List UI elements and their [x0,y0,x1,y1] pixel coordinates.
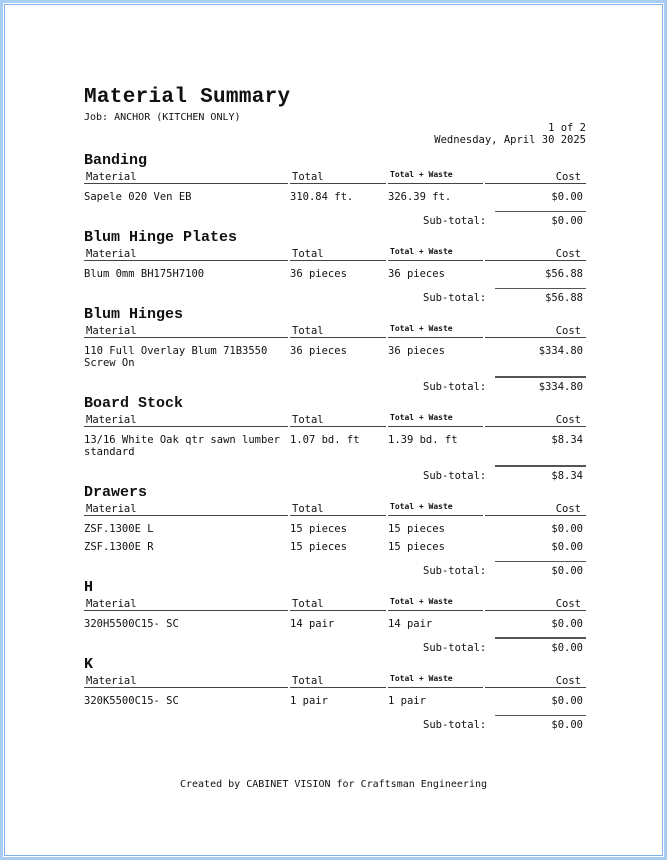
report-footer: Created by CABINET VISION for Craftsman Engineering [179,779,488,790]
col-total-waste: Total + Waste [390,502,453,511]
material-row [84,523,586,535]
material-total-waste: 1 pair [388,695,426,707]
section-title: Board Stock [84,395,184,412]
material-row [84,541,586,553]
subtotal-label: Sub-total: [423,719,487,731]
material-total-waste: 36 pieces [388,345,445,357]
report-date: Wednesday, April 30 2025 [434,134,586,146]
material-cost: $0.00 [551,523,583,535]
column-header [84,597,586,611]
column-header [84,413,586,427]
subtotal-label: Sub-total: [423,215,487,227]
section [84,579,586,654]
page-number: 1 of 2 [548,122,586,134]
material-total-waste: 1.39 bd. ft [388,434,458,446]
section-title: Banding [84,152,148,169]
subtotal-value: $0.00 [551,565,583,577]
material-total: 14 pair [290,618,335,630]
col-cost: Cost [555,248,581,260]
material-cost: $56.88 [545,268,583,280]
col-total-waste: Total + Waste [390,247,453,256]
subtotal-label: Sub-total: [423,642,487,654]
subtotal-value: $334.80 [538,381,583,393]
section [84,229,586,304]
column-header [84,170,586,184]
material-name: 320H5500C15- SC [84,618,179,630]
col-total: Total [292,171,324,183]
col-total-waste: Total + Waste [390,170,453,179]
section [84,306,586,393]
material-total-waste: 36 pieces [388,268,445,280]
material-cost: $0.00 [551,191,583,203]
material-name: 320K5500C15- SC [84,695,179,707]
material-total: 310.84 ft. [290,191,354,203]
material-name: ZSF.1300E R [84,541,154,553]
page-meta [84,122,586,146]
material-total: 15 pieces [290,541,347,553]
material-total: 1.07 bd. ft [290,434,360,446]
col-material: Material [86,503,137,515]
section-title: Blum Hinge Plates [84,229,238,246]
material-total: 15 pieces [290,523,347,535]
column-header [84,674,586,688]
material-row [84,268,586,280]
col-cost: Cost [555,675,581,687]
column-header [84,324,586,338]
col-total: Total [292,325,324,337]
col-material: Material [86,171,137,183]
column-header [84,247,586,261]
col-cost: Cost [555,503,581,515]
col-material: Material [86,414,137,426]
col-total-waste: Total + Waste [390,324,453,333]
material-total: 36 pieces [290,268,347,280]
material-row [84,345,586,369]
material-total-waste: 14 pair [388,618,433,630]
material-sections [84,152,586,731]
material-name: 13/16 White Oak qtr sawn lumber standard [84,434,280,458]
material-total: 36 pieces [290,345,347,357]
subtotal-row [84,709,586,731]
section [84,484,586,577]
material-cost: $0.00 [551,618,583,630]
subtotal-row [84,460,586,482]
section [84,152,586,227]
col-total: Total [292,503,324,515]
material-name: Blum 0mm BH175H7100 [84,268,205,280]
material-name: Sapele 020 Ven EB [84,191,192,203]
subtotal-row [84,371,586,393]
col-cost: Cost [555,171,581,183]
col-total: Total [292,598,324,610]
subtotal-value: $8.34 [551,470,583,482]
material-row [84,191,586,203]
report-page [84,86,586,731]
subtotal-row [84,282,586,304]
col-material: Material [86,248,137,260]
material-row [84,618,586,630]
col-cost: Cost [555,325,581,337]
subtotal-value: $0.00 [551,642,583,654]
material-cost: $0.00 [551,541,583,553]
subtotal-label: Sub-total: [423,292,487,304]
col-material: Material [86,675,137,687]
subtotal-row [84,205,586,227]
section [84,656,586,731]
material-total-waste: 15 pieces [388,523,445,535]
material-name: 110 Full Overlay Blum 71B3550 Screw On [84,345,268,369]
material-name: ZSF.1300E L [84,523,154,535]
report-title: Material Summary [84,86,291,109]
col-material: Material [86,598,137,610]
col-total-waste: Total + Waste [390,674,453,683]
col-cost: Cost [555,598,581,610]
subtotal-label: Sub-total: [423,470,487,482]
section-title: H [84,579,94,596]
material-total-waste: 15 pieces [388,541,445,553]
column-header [84,502,586,516]
material-row [84,695,586,707]
job-name: Job: ANCHOR (KITCHEN ONLY) [84,112,241,123]
col-total-waste: Total + Waste [390,597,453,606]
col-total: Total [292,675,324,687]
material-cost: $334.80 [538,345,583,357]
col-total-waste: Total + Waste [390,413,453,422]
section-title: K [84,656,94,673]
subtotal-label: Sub-total: [423,565,487,577]
subtotal-row [84,632,586,654]
material-total-waste: 326.39 ft. [388,191,452,203]
col-material: Material [86,325,137,337]
col-cost: Cost [555,414,581,426]
col-total: Total [292,248,324,260]
subtotal-label: Sub-total: [423,381,487,393]
subtotal-value: $0.00 [551,719,583,731]
material-row [84,434,586,458]
subtotal-value: $0.00 [551,215,583,227]
col-total: Total [292,414,324,426]
subtotal-value: $56.88 [545,292,583,304]
material-cost: $8.34 [551,434,583,446]
section-title: Drawers [84,484,148,501]
section-title: Blum Hinges [84,306,184,323]
material-total: 1 pair [290,695,328,707]
section [84,395,586,482]
material-cost: $0.00 [551,695,583,707]
subtotal-row [84,555,586,577]
